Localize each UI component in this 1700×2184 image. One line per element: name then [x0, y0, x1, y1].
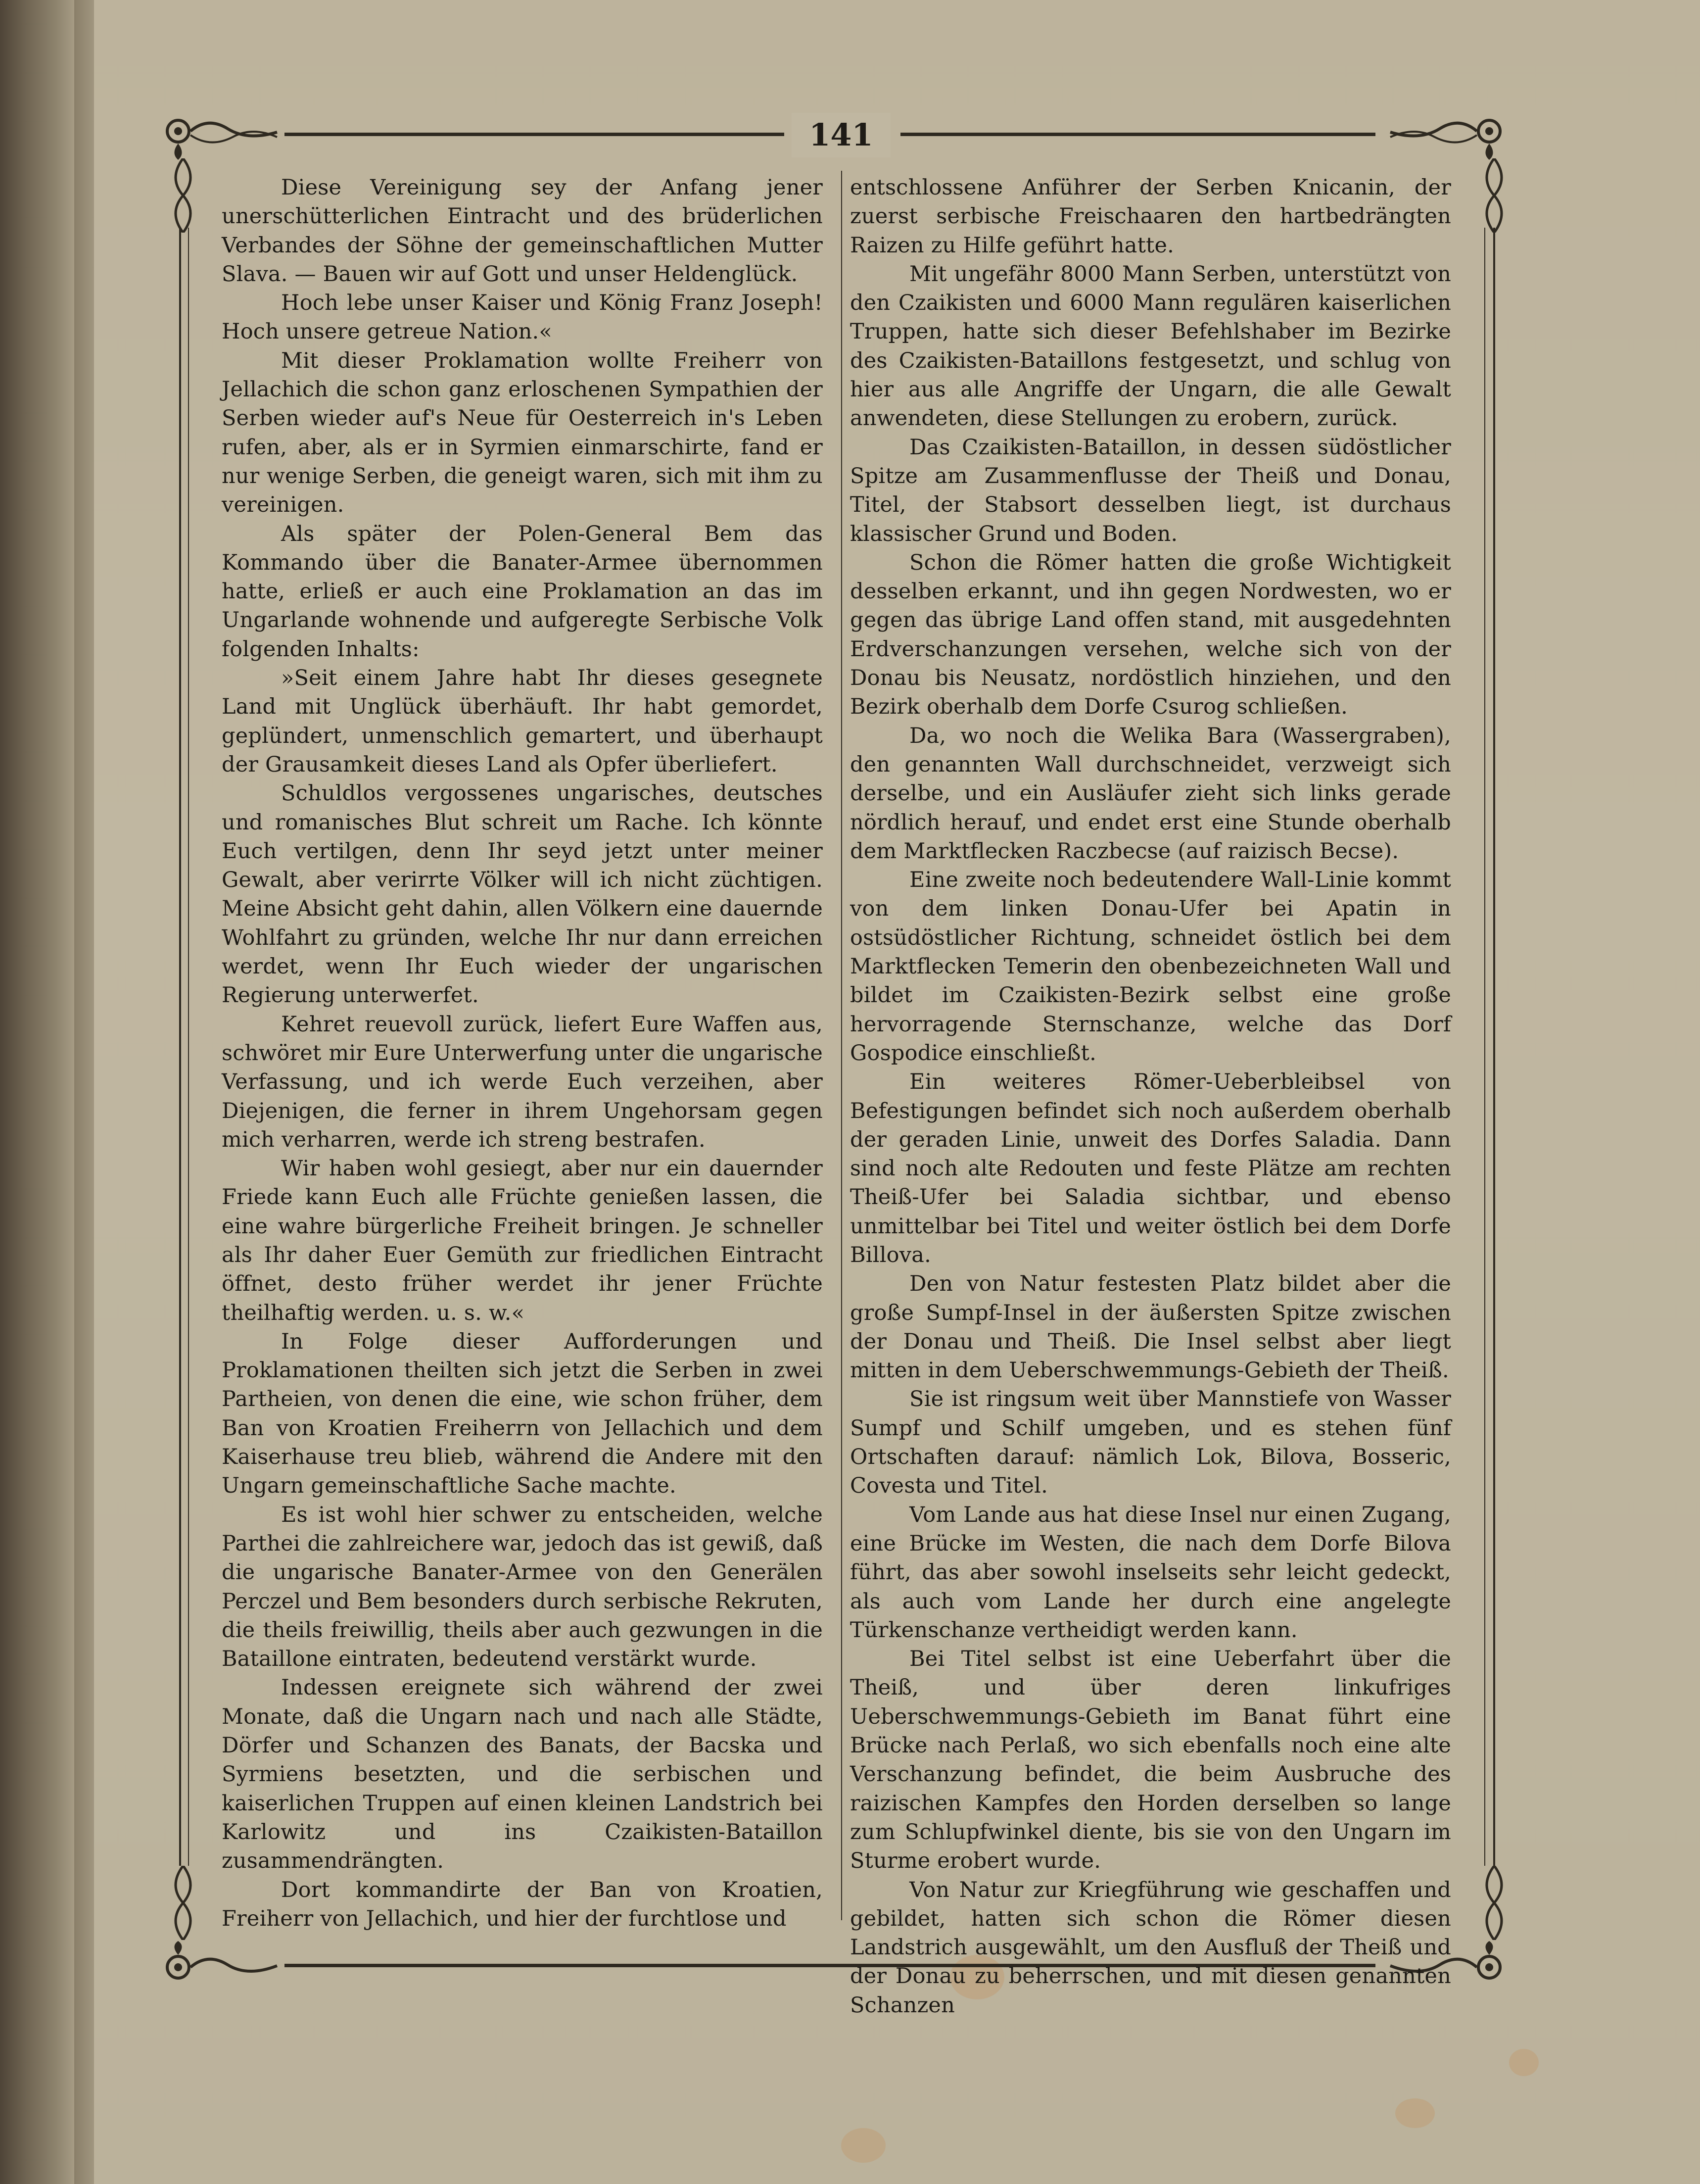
paragraph: Mit dieser Proklamation wollte Freiherr von Jellachich die schon ganz erloschenen Sympathien der Serben wieder auf's Neue für Oesterreich in's Leben rufen, aber, als er in Syrmien einmarschirte, fand er nur wenige Serben, die geneigt waren, sich mit ihm zu vereinigen.: [222, 348, 823, 518]
paragraph: Vom Lande aus hat diese Insel nur einen Zugang, eine Brücke im Westen, die nach dem Dorfe Bilova führt, das aber sowohl inselseits sehr leicht gedeckt, als auch vom Lande her durch eine angelegte Türkenschanze vertheidigt werden kann.: [850, 1502, 1451, 1643]
paragraph: In Folge dieser Aufforderungen und Proklamationen theilten sich jetzt die Serben in zwei Partheien, von denen die eine, wie schon früher, dem Ban von Kroatien Freiherrn von Jellachich und dem Kaiserhause treu blieb, während die Andere mit den Ungarn gemeinschaftliche Sache machte.: [222, 1329, 823, 1499]
frame-top-right-rule: [900, 133, 1375, 136]
side-flourish-icon: [1477, 1866, 1511, 1940]
facing-page-edge: [0, 0, 74, 2184]
paragraph: Hoch lebe unser Kaiser und König Franz Joseph! Hoch unsere getreue Nation.«: [222, 291, 823, 344]
paragraph: Kehret reuevoll zurück, liefert Eure Waffen aus, schwöret mir Eure Unterwerfung unter die ungarische Verfassung, und ich werde Euch verzeihen, aber Diejenigen, die ferner in ihrem Ungehorsam gegen mich verharren, werde ich streng bestrafen.: [222, 1012, 823, 1152]
paragraph: »Seit einem Jahre habt Ihr dieses gesegnete Land mit Unglück überhäuft. Ihr habt gemordet, geplündert, unmenschlich gemartert, und überhaupt der Grausamkeit dieses Land als Opfer überliefert.: [222, 666, 823, 777]
frame-right-inner-rule: [1484, 228, 1485, 1866]
corner-ornament-icon: [1385, 111, 1504, 161]
paper-stain: [1395, 2098, 1435, 2128]
paragraph: Das Czaikisten-Bataillon, in dessen südöstlicher Spitze am Zusammenflusse der Theiß und Donau, Titel, der Stabsort desselben liegt, ist durchaus klassischer Grund und Boden.: [850, 435, 1451, 546]
right-column: [850, 173, 1451, 2020]
corner-ornament-icon: [163, 111, 282, 161]
paper-stain: [1509, 2049, 1539, 2076]
paragraph: Dort kommandirte der Ban von Kroatien, Freiherr von Jellachich, und hier der furchtlose und: [222, 1877, 823, 1931]
paragraph: Ein weiteres Römer-Ueberbleibsel von Befestigungen befindet sich noch außerdem oberhalb der geraden Linie, unweit des Dorfes Saladia. Dann sind noch alte Redouten und feste Plätze am rechten Theiß-Ufer bei Saladia sichtbar, und ebenso unmittelbar bei Titel und weiter östlich bei dem Dorfe Billova.: [850, 1069, 1451, 1267]
paragraph: Schuldlos vergossenes ungarisches, deutsches und romanisches Blut schreit um Rache. Ich könnte Euch vertilgen, denn Ihr seyd jetzt unter meiner Gewalt, aber verirrte Völker will ich nicht züchtigen. Meine Absicht geht dahin, allen Völkern eine dauernde Wohlfahrt zu gründen, welche Ihr nur dann erreichen werdet, wenn Ihr Euch wieder der ungarischen Regierung unterwerfet.: [222, 781, 823, 1008]
paragraph: Indessen ereignete sich während der zwei Monate, daß die Ungarn nach und nach alle Städte, Dörfer und Schanzen des Banats, der Bacska und Syrmiens besetzten, und die serbischen und kaiserlichen Truppen auf einen kleinen Landstrich bei Karlowitz und ins Czaikisten-Bataillon zusammendrängten.: [222, 1675, 823, 1874]
paragraph: entschlossene Anführer der Serben Knicanin, der zuerst serbische Freischaaren den hartbedrängten Raizen zu Hilfe geführt hatte.: [850, 175, 1451, 258]
paragraph: Es ist wohl hier schwer zu entscheiden, welche Parthei die zahlreichere war, jedoch das ist gewiß, daß die ungarische Banater-Armee von den Generälen Perczel und Bem besonders durch serbische Rekruten, die theils freiwillig, theils aber auch gezwungen in die Bataillone eintraten, bedeutend verstärkt wurde.: [222, 1502, 823, 1672]
frame-left-rule: [179, 228, 181, 1866]
paragraph: Wir haben wohl gesiegt, aber nur ein dauernder Friede kann Euch alle Früchte genießen lassen, die eine wahre bürgerliche Freiheit bringen. Je schneller als Ihr daher Euer Gemüth zur friedlichen Eintracht öffnet, desto früher werdet ihr jener Früchte theilhaftig werden. u. s. w.«: [222, 1156, 823, 1325]
left-column: [222, 173, 823, 1933]
paragraph: Von Natur zur Kriegführung wie geschaffen und gebildet, hatten sich schon die Römer diesen Landstrich ausgewählt, um den Ausfluß der Theiß und der Donau zu beherrschen, und mit diesen genannten Schanzen: [850, 1877, 1451, 2018]
frame-right-rule: [1493, 228, 1495, 1866]
paragraph: Mit ungefähr 8000 Mann Serben, unterstützt von den Czaikisten und 6000 Mann regulären kaiserlichen Truppen, hatte sich dieser Befehlshaber im Bezirke des Czaikisten-Bataillons festgesetzt, und schlug von hier aus alle Angriffe der Ungarn, die alle Gewalt anwendeten, diese Stellungen zu erobern, zurück.: [850, 261, 1451, 431]
page-number: 141: [792, 113, 891, 157]
side-flourish-icon: [166, 1866, 200, 1940]
side-flourish-icon: [166, 158, 200, 233]
paragraph: Diese Vereinigung sey der Anfang jener unerschütterlichen Eintracht und des brüderlichen Verbandes der Söhne der gemeinschaftlichen Mutter Slava. — Bauen wir auf Gott und unser Heldenglück.: [222, 175, 823, 287]
paragraph: Bei Titel selbst ist eine Ueberfahrt über die Theiß, und über deren linkufriges Ueberschwemmungs-Gebieth im Banat führt eine Brücke nach Perlaß, wo sich ebenfalls noch eine alte Verschanzung befindet, die beim Ausbruche des raizischen Kampfes den Horden derselben so lange zum Schlupfwinkel diente, bis sie von den Ungarn im Sturme erobert wurde.: [850, 1647, 1451, 1874]
paragraph: Sie ist ringsum weit über Mannstiefe von Wasser Sumpf und Schilf umgeben, und es stehen fünf Ortschaften darauf: nämlich Lok, Bilova, Bosseric, Covesta und Titel.: [850, 1387, 1451, 1499]
paragraph: Den von Natur festesten Platz bildet aber die große Sumpf-Insel in der äußersten Spitze zwischen der Donau und Theiß. Die Insel selbst aber liegt mitten in dem Ueberschwemmungs-Gebieth der Theiß.: [850, 1271, 1451, 1383]
paper-stain: [841, 2128, 886, 2163]
paragraph: Als später der Polen-General Bem das Kommando über die Banater-Armee übernommen hatte, erließ er auch eine Proklamation an das im Ungarlande wohnende und aufgeregte Serbische Volk folgenden Inhalts:: [222, 521, 823, 662]
corner-ornament-icon: [163, 1940, 282, 1990]
frame-left-inner-rule: [188, 228, 189, 1866]
side-flourish-icon: [1477, 158, 1511, 233]
column-divider: [841, 171, 842, 1920]
paragraph: Eine zweite noch bedeutendere Wall-Linie kommt von dem linken Donau-Ufer bei Apatin in ostsüdöstlicher Richtung, schneidet östlich bei dem Marktflecken Temerin den obenbezeichneten Wall und bildet im Czaikisten-Bezirk selbst eine große hervorragende Sternschanze, welche das Dorf Gospodice einschließt.: [850, 868, 1451, 1066]
paragraph: Da, wo noch die Welika Bara (Wassergraben), den genannten Wall durchschneidet, verzweigt sich derselbe, und ein Ausläufer zieht sich links gerade nördlich herauf, und endet erst eine Stunde oberhalb dem Marktflecken Raczbecse (auf raizisch Becse).: [850, 723, 1451, 864]
paragraph: Schon die Römer hatten die große Wichtigkeit desselben erkannt, und ihn gegen Nordwesten, wo er gegen das übrige Land offen stand, mit ausgedehnten Erdverschanzungen versehen, welche sich von der Donau bis Neusatz, nordöstlich hinziehen, und den Bezirk oberhalb dem Dorfe Csurog schließen.: [850, 550, 1451, 720]
frame-top-left-rule: [284, 133, 784, 136]
